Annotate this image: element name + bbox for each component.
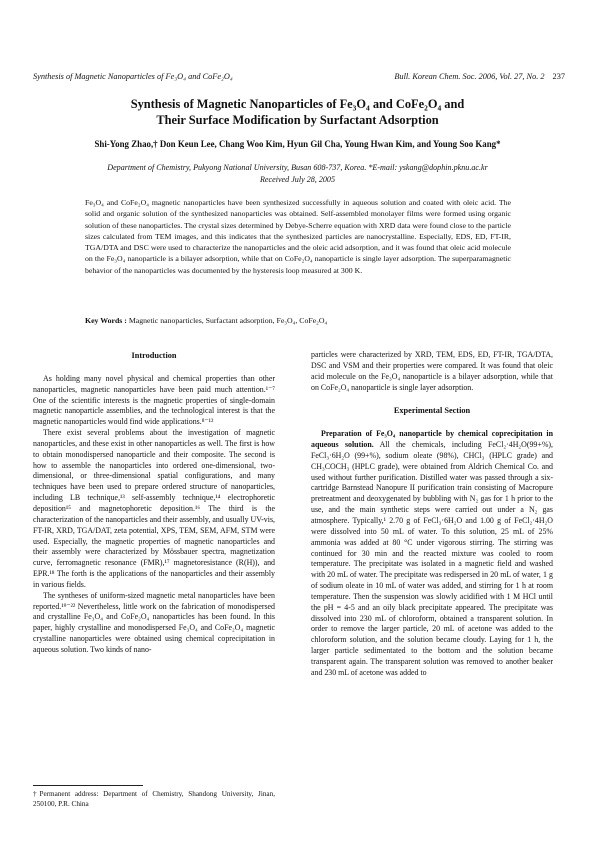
intro-paragraph-3: The syntheses of uniform-sized magnetic metal nanoparticles have been reported.¹⁹⁻²² Nevertheless, little work on the fabrication of monodispersed and crystalline Fe₃O₄ and CoFe₂O₄ nanoparticles has been found. In this paper, highly crystalline and monodispersed Fe₃O₄ and CoFe₂O₄ magnetic crystalline nanoparticles were obtained using chemical coprecipitation in aqueous solution. Two kinds of nano-: [33, 590, 275, 654]
journal-citation: Bull. Korean Chem. Soc. 2006, Vol. 27, No. 2: [394, 72, 545, 81]
right-column: [311, 350, 553, 679]
keywords: [85, 316, 511, 325]
runin-heading: Preparation of Fe₃O₄ nanoparticle by chemical coprecipitation in aqueous solution.: [311, 429, 553, 450]
received-date: Received July 28, 2005: [259, 175, 336, 184]
title-line-2: Their Surface Modification by Surfactant Adsorption: [156, 113, 439, 127]
abstract: Fe₃O₄ and CoFe₂O₄ magnetic nanoparticles have been synthesized successfully in aqueous solution and coated with oleic acid. The solid and organic solution of the synthesized nanoparticles was obtained. Self-assembled monolayer films were formed using organic solution of these nanoparticles. The crystal sizes determined by Debye-Scherre equation with XRD data were found close to the particle sizes calculated from TEM images, and this indicates that the synthesized particles are nanocrystalline. Especially, EDS, ED, FT-IR, TGA/DTA and DSC were used to characterize the nanoparticles and the oleic acid adsorption, and it was found that oleic acid molecule on the Fe₃O₄ nanoparticle is a bilayer adsorption, while that on CoFe₂O₄ nanoparticle is single layer adsorption. The superparamagnetic behavior of the nanoparticles was documented by the hysteresis loop measured at 300 K.: [85, 198, 511, 275]
footnote-divider: [33, 785, 143, 786]
keywords-text: Magnetic nanoparticles, Surfactant adsorption, Fe₃O₄, CoFe₂O₄: [126, 316, 328, 325]
running-head-title: Synthesis of Magnetic Nanoparticles of Fe₃O₄ and CoFe₂O₄: [33, 72, 233, 81]
experimental-paragraph: [311, 429, 553, 678]
affiliation-address: Department of Chemistry, Pukyong National University, Busan 608-737, Korea. *E-mail: yskang@dophin.pknu.ac.kr: [107, 163, 488, 172]
title-line-1: Synthesis of Magnetic Nanoparticles of Fe₃O₄ and CoFe₂O₄ and: [130, 97, 465, 111]
page-number: 237: [552, 72, 565, 81]
intro-paragraph-2: There exist several problems about the investigation of magnetic nanoparticles, and these exist in other nanoparticles as well. The first is how to obtain monodispersed nanoparticle and their composite. The second is how to assemble the nanoparticles into ordered one-dimensional, two-dimensional, or three-dimensional spatial configurations, and many techniques have been used to prepare ordered structure of nanoparticles, including LB technique,¹³ self-assembly technique,¹⁴ electrophoretic deposition¹⁵ and magnetophoretic deposition.¹⁶ The third is the characterization of the nanoparticles and their assembly, and usually UV-vis, FT-IR, XRD, TGA/DAT, zeta potential, XPS, TEM, SEM, AFM, STM were used. Especially, the magnetic properties of magnetic nanoparticles and their assembly were characterized by Mössbauer spectra, magnetization curve, ferromagnetic resonance (FMR),¹⁷ magnetoresistance (R(H)), and EPR.¹⁸ The forth is the applications of the nanoparticles and their assembly in various fields.: [33, 428, 275, 589]
keywords-label: Key Words :: [85, 316, 127, 325]
author-list: Shi-Yong Zhao,† Don Keun Lee, Chang Woo Kim, Hyun Gil Cha, Young Hwan Kim, and Young Soo Kang*: [94, 139, 501, 149]
intro-paragraph-continued: particles were characterized by XRD, TEM, EDS, ED, FT-IR, TGA/DTA, DSC and VSM and their properties were compared. It was found that oleic acid molecule on the Fe₃O₄ nanoparticle is a bilayer adsorption, while that on CoFe₂O₄ nanoparticle is single layer adsorption.: [311, 350, 553, 392]
paper-title: [60, 96, 535, 128]
experimental-text: All the chemicals, including FeCl₂·4H₂O(99+%), FeCl₃·6H₂O (99+%), sodium oleate (98%), CHCl₃ (HPLC grade) and CH₃COCH₃ (HPLC grade), were obtained from Aldrich Chemical Co. and used without further purification. Distilled water was passed through a six-cartridge Barnstead Nanopure II purification train consisting of Macropure pretreatment and deoxygenated by bubbling with N₂ gas for 1 h prior to the use, and the main synthetic steps were carried out under a N₂ gas atmosphere. Typically,¹ 2.70 g of FeCl₃·6H₂O and 1.00 g of FeCl₂·4H₂O were dissolved into 50 mL of water. To this solution, 25 mL of 25% ammonia was added at 80 °C under vigorous stirring. The stirring was continued for 30 min and the reacted mixture was cooled to room temperature. The precipitate was isolated in a magnetic field and washed with 20 mL of water. The precipitate was redispersed in 20 mL of water, 1 g of sodium oleate in 10 mL of water was added, and stirring for 1 h at room temperature. Then the suspension was slowly acidified with 1 M HCl until the pH = 4-5 and an oily black precipitate appeared. The precipitate was dissolved into 230 mL of chloroform, obtained a transparent solution. In order to remove the larger particle, 20 mL of acetone was added to the chloroform solution, and the solution became cloudy. Laying for 1 h, the larger particle sedimentated to the bottom and the solution became transparent again. The transparent solution was removed to another beaker and 230 mL of acetone was added to: [311, 440, 553, 677]
experimental-heading: Experimental Section: [393, 406, 471, 416]
intro-paragraph-1: As holding many novel physical and chemical properties than other nanoparticles, magnetic nanoparticles have been paid much attention.¹⁻⁷ One of the scientific interests is the magnetic properties of single-domain magnetic nanoparticle assemblies, and the technological interest is that the magnetic nanoparticles would find wide applications.⁸⁻¹²: [33, 373, 275, 427]
introduction-heading: Introduction: [131, 351, 177, 360]
footnote: †Permanent address: Department of Chemistry, Shandong University, Jinan, 250100, P.R. China: [33, 790, 275, 808]
affiliation: [30, 162, 565, 186]
running-head-citation: [394, 72, 565, 81]
left-column: [33, 351, 275, 656]
